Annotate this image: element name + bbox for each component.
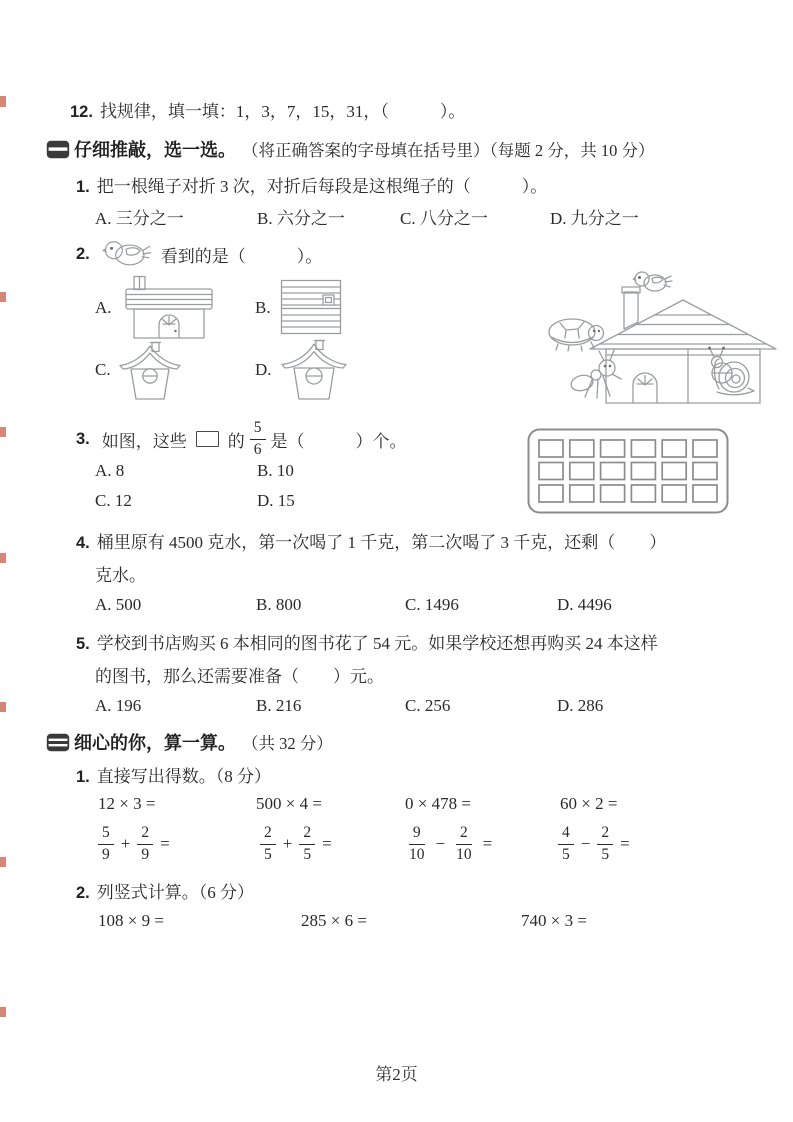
question-text: 看到的是（ ）。 (160, 246, 323, 266)
option-label-d: D. (255, 360, 272, 379)
fraction-expression: $\frac{5}{9}$ + $\frac{2}{9}$ = (98, 820, 170, 868)
scan-mark (0, 1007, 6, 1017)
question-number: 2. (76, 244, 90, 263)
question-text: 列竖式计算。（6 分） (96, 883, 255, 902)
option-b: B. 216 (256, 696, 302, 715)
scan-mark (0, 292, 6, 302)
question-text: 的 (227, 431, 245, 451)
math-expression: 285 × 6 = (301, 911, 367, 930)
fraction-expression: $\frac{2}{5}$ + $\frac{2}{5}$ = (260, 820, 332, 868)
q1-options (0, 204, 793, 228)
section-2-header (46, 729, 333, 755)
card-lines-icon (46, 140, 70, 159)
question-text: 找规律，填一填：1，3，7，15，31，（ ）。 (99, 102, 466, 121)
option-label-a: A. (95, 298, 112, 317)
option-label-b: B. (255, 298, 271, 317)
section-note: （将正确答案的字母填在括号里）（每题 2 分，共 10 分） (242, 141, 655, 160)
question-text: 学校到书店购买 6 本相同的图书花了 54 元。如果学校还想再购买 24 本这样 (96, 634, 658, 653)
math-expression: 740 × 3 = (521, 911, 587, 930)
option-c: C. 八分之一 (400, 209, 488, 228)
section-title: 仔细推敲，选一选。 (74, 140, 236, 160)
math-expression: 108 × 9 = (98, 911, 164, 930)
house-back-view-image (279, 339, 349, 401)
roof-top-view-image (280, 279, 342, 335)
scan-mark (0, 553, 6, 563)
house-front-view-image (120, 275, 218, 339)
q4-options (0, 595, 793, 619)
math-expression: 12 × 3 = (98, 794, 156, 813)
choice-question-1 (76, 172, 547, 197)
card-lines-icon (46, 733, 70, 752)
question-text: 桶里原有 4500 克水，第一次喝了 1 千克，第二次喝了 3 千克，还剩（ ） (96, 533, 667, 552)
math-expression: 0 × 478 = (405, 794, 471, 813)
choice-question-3 (76, 419, 407, 459)
question-text: 直接写出得数。（8 分） (96, 767, 272, 786)
scan-mark (0, 427, 6, 437)
section-1-header (46, 136, 655, 162)
choice-question-5-line2 (95, 662, 384, 687)
question-12 (70, 97, 465, 122)
option-a: A. 三分之一 (95, 209, 184, 228)
section-title: 细心的你，算一算。 (74, 733, 236, 753)
fraction-5-6: $\frac{5}{6}$ (250, 420, 266, 458)
question-text: 如图，这些 (101, 431, 187, 451)
page-number: 第2页 (375, 1065, 418, 1084)
squares-grid-image (527, 428, 729, 514)
q5-options (0, 696, 793, 720)
math-expression: 60 × 2 = (560, 794, 618, 813)
ant-icon (570, 350, 621, 398)
section-note: （共 32 分） (242, 734, 333, 753)
option-c: C. 256 (405, 696, 451, 715)
question-text: 的图书，那么还需要准备（ ）元。 (95, 667, 384, 686)
choice-question-4 (76, 528, 666, 553)
bird-icon (633, 272, 672, 291)
question-number: 1. (76, 768, 90, 786)
mental-math-row (0, 794, 793, 818)
option-d: D. 15 (257, 491, 295, 510)
fraction-math-row (0, 820, 793, 868)
choice-question-4-line2 (95, 561, 146, 586)
house (590, 287, 776, 403)
option-c: C. 12 (95, 491, 132, 510)
question-number: 2. (76, 884, 90, 902)
calc-question-2 (76, 878, 254, 903)
question-text: 把一根绳子对折 3 次，对折后每段是这根绳子的（ ）。 (96, 177, 548, 196)
question-number: 1. (76, 178, 90, 196)
option-a: A. 196 (95, 696, 142, 715)
option-d: D. 九分之一 (550, 209, 639, 228)
math-expression: 500 × 4 = (256, 794, 322, 813)
calc-question-1 (76, 762, 271, 787)
option-b: B. 六分之一 (257, 209, 345, 228)
option-a: A. 8 (95, 461, 125, 480)
column-math-row (0, 911, 793, 935)
bird-icon (102, 238, 152, 270)
scan-mark (0, 96, 6, 107)
option-a: A. 500 (95, 595, 142, 614)
question-number: 3. (76, 429, 90, 448)
choice-question-2 (76, 238, 322, 270)
question-number: 5. (76, 635, 90, 653)
fraction-expression: $\frac{9}{10}$ − $\frac{2}{10}$ = (409, 824, 493, 863)
option-label-c: C. (95, 360, 111, 379)
option-d: D. 4496 (557, 595, 612, 614)
question-number: 4. (76, 534, 90, 552)
question-text: 克水。 (95, 566, 146, 585)
house-back-view-image (117, 341, 183, 401)
option-c: C. 1496 (405, 595, 459, 614)
question-number: 12. (70, 103, 93, 121)
option-d: D. 286 (557, 696, 604, 715)
fraction-expression: $\frac{4}{5}$ − $\frac{2}{5}$ = (558, 820, 630, 868)
option-b: B. 800 (256, 595, 302, 614)
question-text: 是（ ）个。 (270, 431, 407, 451)
option-b: B. 10 (257, 461, 294, 480)
scene-illustration (538, 258, 790, 410)
square-symbol (196, 431, 219, 447)
choice-question-5 (76, 629, 658, 654)
